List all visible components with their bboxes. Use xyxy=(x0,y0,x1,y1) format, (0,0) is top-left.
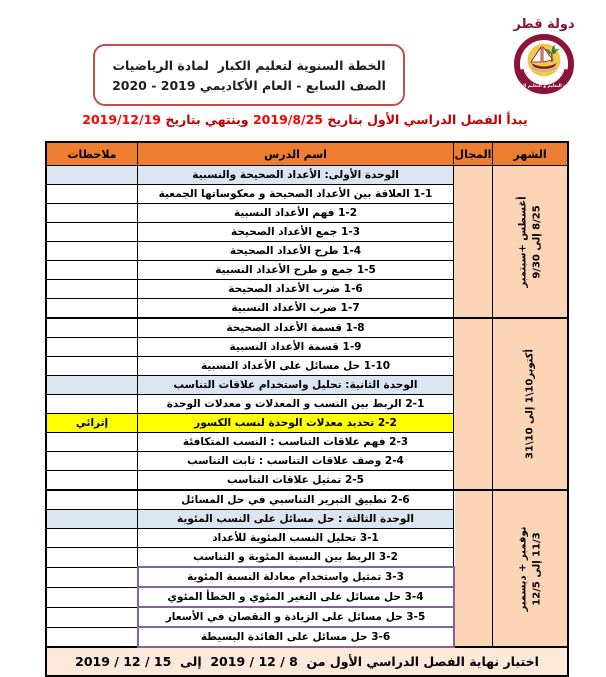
exam-row xyxy=(46,647,568,676)
notes-cell xyxy=(46,166,138,185)
title-box xyxy=(93,44,405,106)
notes-cell xyxy=(46,357,138,376)
lesson-name-cell: 1-7 ضرب الأعداد النسبية xyxy=(138,299,454,319)
semester-middle: وينتهي بتاريخ xyxy=(160,112,253,127)
unit-header-row xyxy=(46,166,568,185)
notes-cell xyxy=(46,204,138,223)
lesson-name-cell: 3-3 تمثيل واستخدام معادلة النسبة المئوية xyxy=(138,567,454,587)
lesson-name-cell: 2-4 وصف علاقات التناسب : ثابت التناسب xyxy=(138,452,454,471)
semester-start-date: 2019/8/25 xyxy=(252,112,323,127)
unit-title-cell: الوحدة الثانية: تحليل واستخدام علاقات التناسب xyxy=(138,376,454,395)
notes-cell xyxy=(46,529,138,548)
notes-cell xyxy=(46,627,138,647)
plan-subtitle: الصف السابع - العام الأكاديمي 2019 - 2020 xyxy=(112,77,386,93)
lesson-plan-table xyxy=(45,141,569,677)
col-header-lesson: اسم الدرس xyxy=(138,142,454,166)
notes-cell: إثرائي xyxy=(46,414,138,433)
lesson-name-cell: 1-5 جمع و طرح الأعداد النسبية xyxy=(138,261,454,280)
qatar-emblem-icon xyxy=(502,8,586,100)
unit-title-cell: الوحدة الثالثة : حل مسائل على النسب المئوية xyxy=(138,510,454,529)
notes-cell xyxy=(46,376,138,395)
month-cell xyxy=(493,166,569,319)
notes-cell xyxy=(46,433,138,452)
lesson-name-cell: 3-1 تحليل النسب المئوية للأعداد xyxy=(138,529,454,548)
lesson-name-cell: 1-9 قسمة الأعداد النسبية xyxy=(138,338,454,357)
lesson-name-cell: 1-8 قسمة الأعداد الصحيحة xyxy=(138,318,454,338)
logo-ministry-text: وزارة التعليم و التعليم العالي xyxy=(513,84,575,89)
semester-prefix: يبدأ الفصل الدراسي الأول بتاريخ xyxy=(323,112,528,127)
lesson-name-cell: 3-2 الربط بين النسبة المئوية و التناسب xyxy=(138,548,454,568)
lesson-name-cell: 3-5 حل مسائل على الزيادة و النقصان في الأسعار xyxy=(138,607,454,627)
notes-cell xyxy=(46,242,138,261)
lesson-name-cell: 2-5 تمثيل علاقات التناسب xyxy=(138,471,454,491)
semester-dates-line xyxy=(40,112,570,127)
month-cell xyxy=(493,318,569,490)
lesson-name-cell: 2-6 تطبيق التبرير التناسبي في حل المسائل xyxy=(138,490,454,510)
lesson-name-cell: 1-3 جمع الأعداد الصحيحة xyxy=(138,223,454,242)
lesson-name-cell: 1-6 ضرب الأعداد الصحيحة xyxy=(138,280,454,299)
notes-cell xyxy=(46,395,138,414)
notes-cell xyxy=(46,587,138,607)
lesson-name-cell: 1-10 حل مسائل على الأعداد النسبية xyxy=(138,357,454,376)
month-rotated-label: أكتوبر10\1 إلى 10\31 xyxy=(524,349,536,459)
plan-title: الخطة السنوية لتعليم الكبار لمادة الرياضيات xyxy=(112,57,386,73)
notes-cell xyxy=(46,567,138,587)
col-header-month: الشهر xyxy=(493,142,569,166)
notes-cell xyxy=(46,607,138,627)
notes-cell xyxy=(46,261,138,280)
month-rotated-label: نوفمبر + ديسمبر 11/3 إلى 12/5 xyxy=(517,526,542,611)
logo-country-text: دولة قطر xyxy=(513,17,575,32)
notes-cell xyxy=(46,299,138,319)
lesson-name-cell: 2-3 فهم علاقات التناسب : النسب المتكافئة xyxy=(138,433,454,452)
ministry-logo xyxy=(502,8,586,100)
notes-cell xyxy=(46,318,138,338)
domain-cell xyxy=(454,166,493,319)
col-header-notes: ملاحظات xyxy=(46,142,138,166)
lesson-name-cell: 1-4 طرح الأعداد الصحيحة xyxy=(138,242,454,261)
month-rotated-label: أغسطس +سبتمبر 8/25 إلى 9/30 xyxy=(517,195,542,288)
lesson-row xyxy=(46,318,568,338)
notes-cell xyxy=(46,223,138,242)
lesson-name-cell: 2-2 تحديد معدلات الوحدة لنسب الكسور xyxy=(138,414,454,433)
notes-cell xyxy=(46,471,138,491)
lesson-name-cell: 1-1 العلاقة بين الأعداد الصحيحة و معكوساتها الجمعية xyxy=(138,185,454,204)
notes-cell xyxy=(46,452,138,471)
notes-cell xyxy=(46,490,138,510)
lesson-name-cell: 2-1 الربط بين النسب و المعدلات و معدلات الوحدة xyxy=(138,395,454,414)
notes-cell xyxy=(46,280,138,299)
lesson-name-cell: 1-2 فهم الأعداد النسبية xyxy=(138,204,454,223)
notes-cell xyxy=(46,548,138,568)
unit-title-cell: الوحدة الأولى: الأعداد الصحيحة والنسبية xyxy=(138,166,454,185)
semester-end-date: 2019/12/19 xyxy=(82,112,161,127)
col-header-domain: المجال xyxy=(454,142,493,166)
exam-period-text: اختبار نهاية الفصل الدراسي الأول من 8 / 12 / 2019 إلى 15 / 12 / 2019 xyxy=(46,647,568,676)
notes-cell xyxy=(46,338,138,357)
notes-cell xyxy=(46,510,138,529)
month-cell xyxy=(493,490,569,647)
domain-cell xyxy=(454,490,493,647)
lesson-row xyxy=(46,490,568,510)
notes-cell xyxy=(46,185,138,204)
lesson-name-cell: 3-4 حل مسائل على التغير المئوي و الخطأ المئوي xyxy=(138,587,454,607)
lesson-name-cell: 3-6 حل مسائل على الفائدة البسيطة xyxy=(138,627,454,647)
table-header-row xyxy=(46,142,568,166)
domain-cell xyxy=(454,318,493,490)
